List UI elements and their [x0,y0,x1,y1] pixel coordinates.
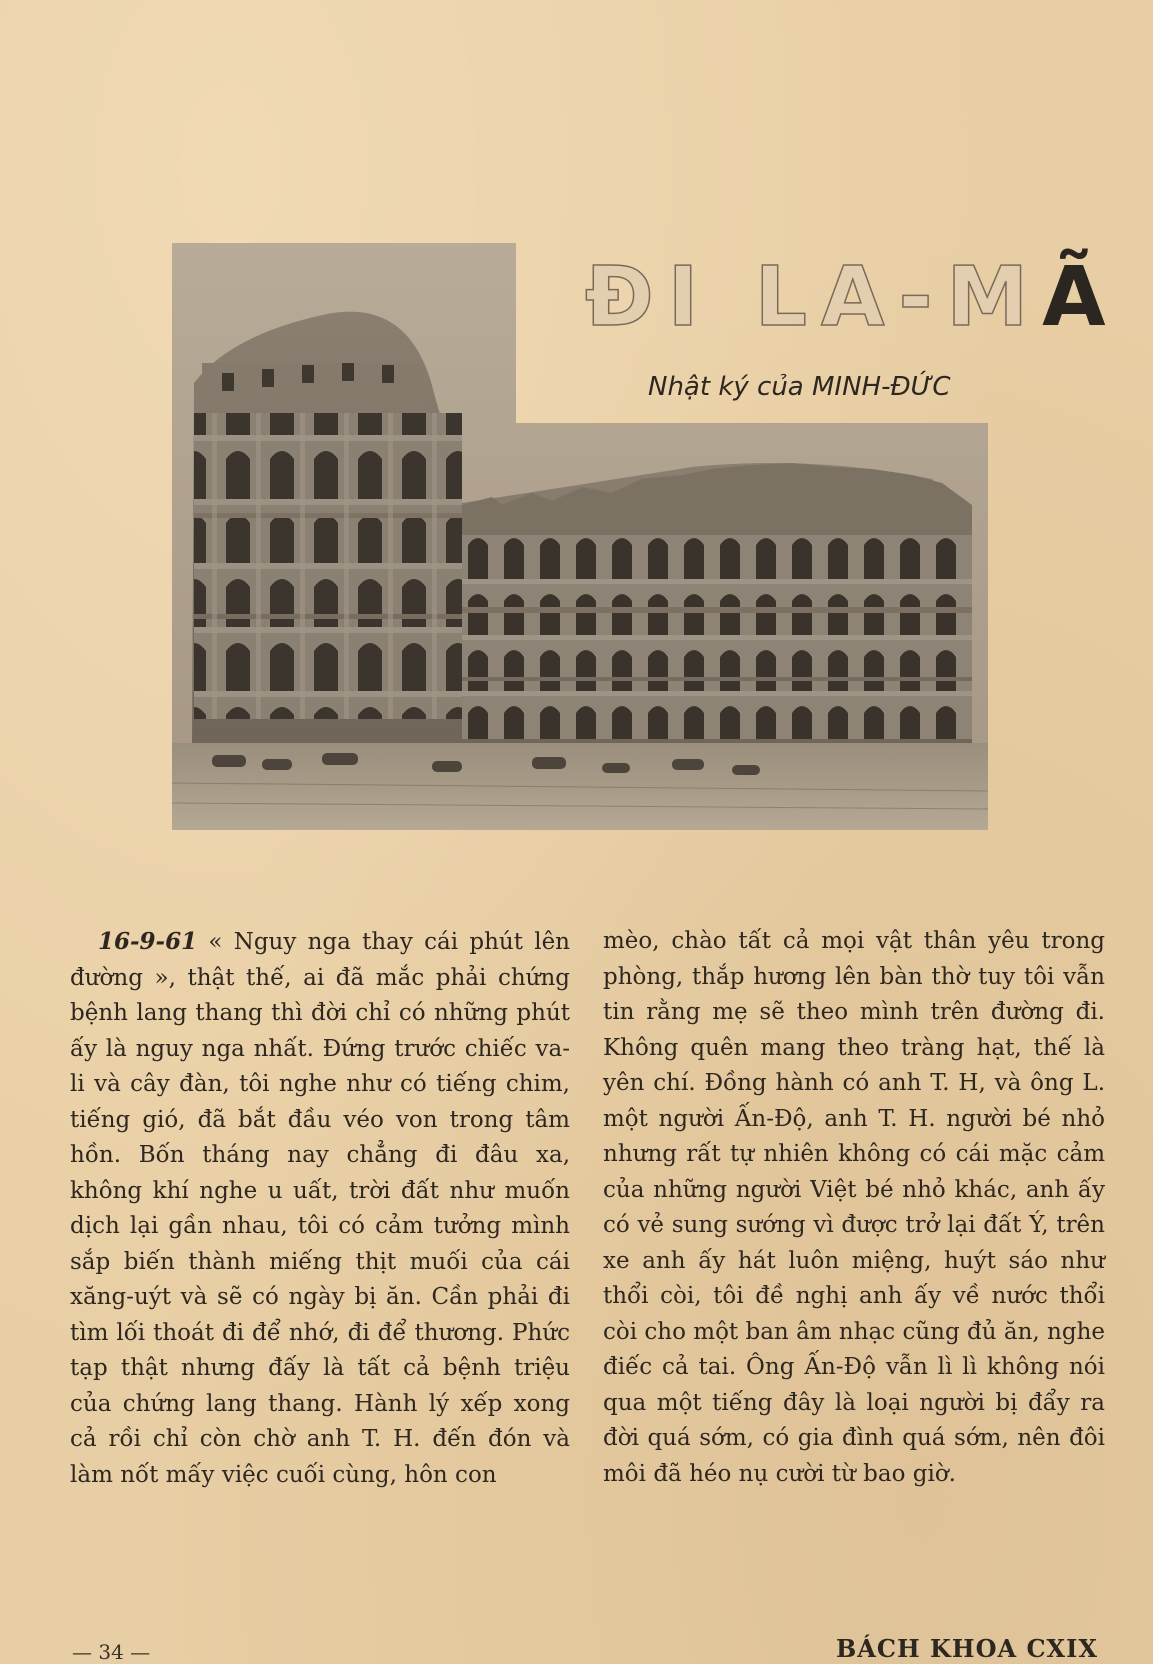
article-title [585,248,1120,348]
left-column-text: « Nguy nga thay cái phút lên đường », thật thế, ai đã mắc phải chứng bệnh lang thang thì đời chỉ có những phút ấy là nguy nga nhất. Đứng trước chiếc va-li và cây đàn, tôi nghe như có tiếng chim, tiếng gió, đã bắt đầu véo von trong tâm hồn. Bốn tháng nay chẳng đi đâu xa, không khí nghe u uất, trời đất như muốn dịch lại gần nhau, tôi có cảm tưởng mình sắp biến thành miếng thịt muối của cái xăng-uýt và sẽ có ngày bị ăn. Cần phải đi tìm lối thoát đi để nhớ, đi để thương. Phức tạp thật nhưng đấy là tất cả bệnh triệu của chứng lang thang. Hành lý xếp xong cả rồi chỉ còn chờ anh T. H. đến đón và làm nốt mấy việc cuối cùng, hôn con [70,929,570,1488]
magazine-footer: BÁCH KHOA CXIX [836,1634,1099,1663]
article-left-column [70,924,570,1493]
article-title-tail: Ã [1042,250,1120,345]
article-byline: Nhật ký của MINH-ĐỨC [648,372,951,402]
article-right-column [603,924,1105,1492]
right-column-text: mèo, chào tất cả mọi vật thân yêu trong phòng, thắp hương lên bàn thờ tuy tôi vẫn tin rằng mẹ sẽ theo mình trên đường đi. Không quên mang theo tràng hạt, thế là yên chí. Đồng hành có anh T. H, và ông L. một người Ấn-Độ, anh T. H. người bé nhỏ nhưng rất tự nhiên không có cái mặc cảm của những người Việt bé nhỏ khác, anh ấy có vẻ sung sướng vì được trở lại đất Ý, trên xe anh ấy hát luôn miệng, huýt sáo như thổi còi, tôi đề nghị anh ấy về nước thổi còi cho một ban âm nhạc cũng đủ ăn, nghe điếc cả tai. Ông Ấn-Độ vẫn lì lì không nói qua một tiếng đây là loại người bị đẩy ra đời quá sớm, có gia đình quá sớm, nên đôi môi đã héo nụ cười từ bao giờ. [603,928,1105,1487]
article-title-main: ĐI LA-M [585,250,1043,345]
page-number: — 34 — [72,1640,151,1664]
diary-date: 16-9-61 [98,928,198,955]
